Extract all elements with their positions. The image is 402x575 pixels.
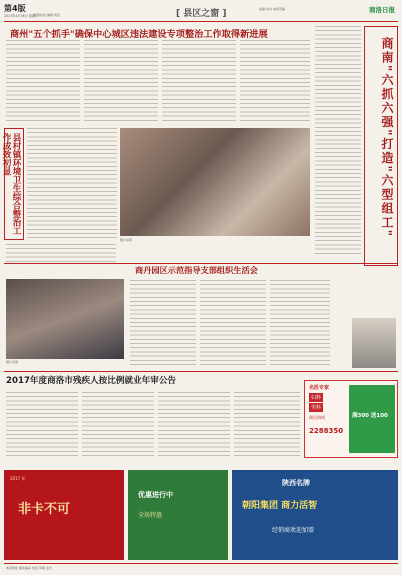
bottom-ad-left [4,470,124,560]
notice-headline: 2017年度商洛市残疾人按比例就业年审公告 [6,376,177,386]
ad-right-brand: 朝阳集团 商力活智 [242,501,318,511]
ad-right-tag: 经销商欢迎加盟 [272,527,315,534]
left-vertical-box [1,128,24,240]
notice-body-col4 [234,392,300,458]
lead-body-col3 [162,40,236,124]
left-vertical-body [27,128,117,240]
masthead-rule [4,21,398,22]
left-vertical-headline: 县村镇环境卫生综合整治工作成效初显 [1,133,21,235]
page-number: 第4版 [4,4,26,13]
top-photo-side-body [6,244,116,264]
mid-body-col1 [130,280,196,368]
mid-body-col2 [200,280,266,368]
masthead-right-line: 美编 校对 本版责编 [259,7,285,11]
top-photo [120,128,310,236]
ad-red-sub: 2017 年 [10,476,26,481]
ad-line-3: 男科 [311,405,322,411]
notice-body-col2 [82,392,154,458]
lead-body-col1 [6,40,80,124]
right-column-upper [315,26,361,256]
footer-rule [4,563,398,564]
ad-line-4: 便民热线 [309,415,325,420]
notice-rule [4,371,398,372]
ad-mid-line-1: 优惠进行中 [138,491,173,499]
lead-body-col2 [84,40,158,124]
ad-line-2: 妇科 [311,395,322,401]
notice-body-col1 [6,392,78,458]
paper-logo: 商洛日报 [369,6,395,14]
photo-caption-top: 图片说明 [120,238,133,242]
bottom-ad-right [232,470,398,560]
ad-phone: 2288350 [309,427,344,435]
bottom-ad-mid [128,470,228,560]
ad-line-1: 名医专家 [309,385,330,391]
notice-body-col3 [158,392,230,458]
ad-mid-line-2: 全场特惠 [138,512,163,519]
medical-ad [304,380,398,458]
footer-text: 本报地址 邮政编码 电话 印刷 定价 [6,566,52,570]
section-title: [ 县区之窗 ] [176,9,227,19]
photo-caption-bottom: 图片说明 [6,360,19,364]
ad-right-sub: 陕西名牌 [282,479,310,487]
masthead-date: 2017年4月18日 星期二 [4,14,39,18]
green-promo [349,385,395,453]
green-promo-text: 满300 送100 [352,413,388,419]
lead-headline: 商州"五个抓手"确保中心城区违法建设专项整治工作取得新进展 [10,29,268,40]
author-portrait [352,318,396,368]
mid-headline: 商丹园区示范指导支部组织生活会 [135,265,258,275]
ad-red-main: 非卡不可 [18,502,71,517]
mid-rule [4,263,398,264]
right-vertical-box [364,26,398,266]
right-vertical-headline: 商南"六抓六强"打造"六型组工" [380,37,394,239]
mid-body-col3 [270,280,330,368]
lead-body-col4 [240,40,310,124]
masthead-editor-line: 新闻热线 编辑 电话 [34,13,60,17]
mid-photo [6,279,124,359]
